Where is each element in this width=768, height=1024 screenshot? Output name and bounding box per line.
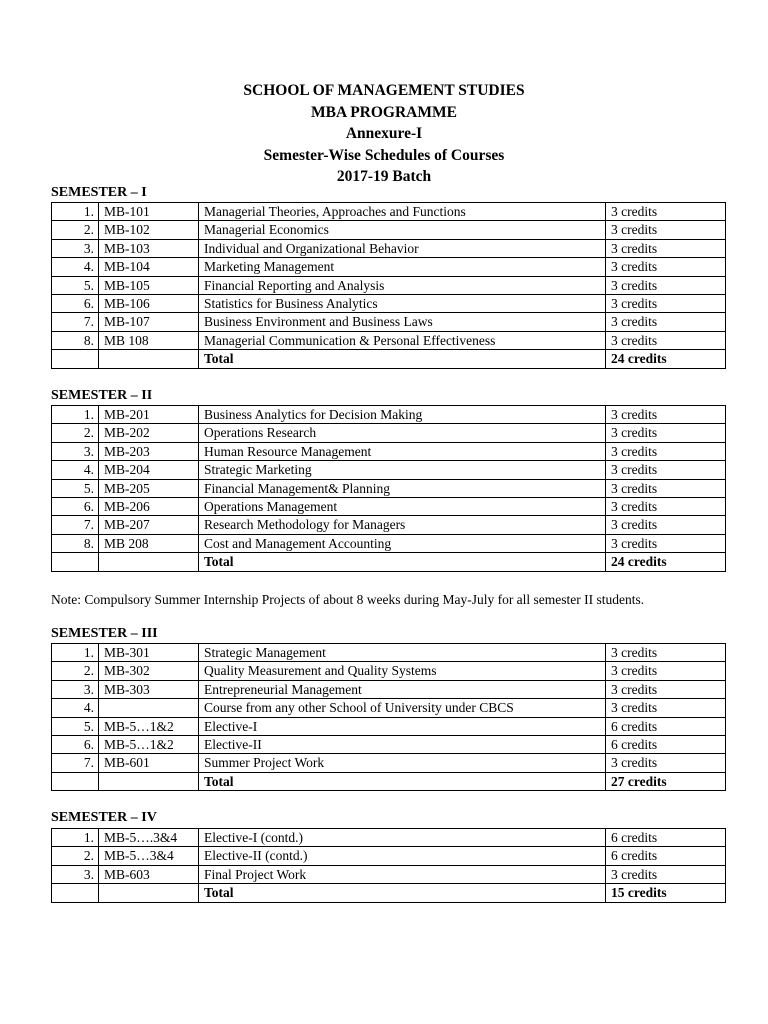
course-credits: 3 credits — [606, 497, 726, 515]
serial-number: 4. — [52, 258, 99, 276]
course-code: MB-5…1&2 — [99, 717, 199, 735]
course-code: MB-203 — [99, 442, 199, 460]
serial-number: 3. — [52, 239, 99, 257]
course-credits: 3 credits — [606, 313, 726, 331]
course-credits: 3 credits — [606, 276, 726, 294]
table-row — [52, 406, 726, 424]
serial-number: 7. — [52, 516, 99, 534]
total-credits: 24 credits — [606, 350, 726, 368]
document-header — [0, 80, 768, 188]
internship-note: Note: Compulsory Summer Internship Projects of about 8 weeks during May-July for all semester II students. — [51, 592, 645, 607]
empty-cell — [52, 772, 99, 790]
semester-1-heading: SEMESTER – I — [51, 185, 147, 200]
table-row — [52, 461, 726, 479]
serial-number: 5. — [52, 479, 99, 497]
course-credits: 3 credits — [606, 754, 726, 772]
course-code: MB-302 — [99, 662, 199, 680]
serial-number: 5. — [52, 276, 99, 294]
total-label: Total — [199, 553, 606, 571]
course-title: Operations Management — [199, 497, 606, 515]
course-title: Elective-II (contd.) — [199, 847, 606, 865]
table-row — [52, 662, 726, 680]
table-row — [52, 239, 726, 257]
table-row — [52, 754, 726, 772]
table-row — [52, 717, 726, 735]
course-credits: 3 credits — [606, 294, 726, 312]
serial-number: 5. — [52, 717, 99, 735]
course-code: MB-301 — [99, 644, 199, 662]
semester-4-heading: SEMESTER – IV — [51, 810, 157, 825]
course-credits: 3 credits — [606, 680, 726, 698]
course-code: MB-101 — [99, 203, 199, 221]
course-code: MB-207 — [99, 516, 199, 534]
serial-number: 2. — [52, 662, 99, 680]
course-credits: 3 credits — [606, 406, 726, 424]
document-title: Semester-Wise Schedules of Courses — [263, 146, 505, 164]
table-row — [52, 680, 726, 698]
course-code: MB-5…1&2 — [99, 735, 199, 753]
total-label: Total — [199, 350, 606, 368]
course-title: Cost and Management Accounting — [199, 534, 606, 552]
course-title: Strategic Management — [199, 644, 606, 662]
table-row — [52, 258, 726, 276]
course-title: Elective-I — [199, 717, 606, 735]
course-credits: 3 credits — [606, 424, 726, 442]
course-credits: 3 credits — [606, 258, 726, 276]
table-body — [52, 406, 726, 572]
course-code: MB-202 — [99, 424, 199, 442]
course-credits: 3 credits — [606, 516, 726, 534]
course-credits: 3 credits — [606, 699, 726, 717]
serial-number: 8. — [52, 534, 99, 552]
table-row — [52, 735, 726, 753]
empty-cell — [99, 350, 199, 368]
total-row — [52, 772, 726, 790]
total-label: Total — [199, 884, 606, 902]
serial-number: 3. — [52, 442, 99, 460]
table-body — [52, 203, 726, 369]
table-body — [52, 829, 726, 903]
course-credits: 3 credits — [606, 662, 726, 680]
course-credits: 3 credits — [606, 534, 726, 552]
course-credits: 3 credits — [606, 479, 726, 497]
course-title: Financial Management& Planning — [199, 479, 606, 497]
course-credits: 3 credits — [606, 644, 726, 662]
course-credits: 6 credits — [606, 735, 726, 753]
course-code: MB-303 — [99, 680, 199, 698]
table-row — [52, 424, 726, 442]
table-row — [52, 294, 726, 312]
course-credits: 3 credits — [606, 203, 726, 221]
school-name: SCHOOL OF MANAGEMENT STUDIES — [243, 82, 525, 99]
serial-number: 4. — [52, 461, 99, 479]
course-credits: 6 credits — [606, 717, 726, 735]
table-row — [52, 497, 726, 515]
course-title: Course from any other School of University under CBCS — [199, 699, 606, 717]
serial-number: 7. — [52, 313, 99, 331]
serial-number: 2. — [52, 221, 99, 239]
total-credits: 15 credits — [606, 884, 726, 902]
course-credits: 3 credits — [606, 865, 726, 883]
course-credits: 3 credits — [606, 461, 726, 479]
course-code: MB 108 — [99, 331, 199, 349]
serial-number: 1. — [52, 644, 99, 662]
course-code: MB-107 — [99, 313, 199, 331]
course-credits: 3 credits — [606, 221, 726, 239]
empty-cell — [52, 553, 99, 571]
empty-cell — [52, 350, 99, 368]
course-code: MB-204 — [99, 461, 199, 479]
total-row — [52, 884, 726, 902]
semester-1-table — [51, 202, 726, 369]
serial-number: 1. — [52, 829, 99, 847]
course-title: Statistics for Business Analytics — [199, 294, 606, 312]
table-row — [52, 699, 726, 717]
table-row — [52, 847, 726, 865]
serial-number: 3. — [52, 680, 99, 698]
serial-number: 2. — [52, 847, 99, 865]
course-title: Managerial Economics — [199, 221, 606, 239]
course-code: MB-103 — [99, 239, 199, 257]
total-credits: 24 credits — [606, 553, 726, 571]
table-row — [52, 313, 726, 331]
batch-label: 2017-19 Batch — [336, 168, 432, 185]
course-title: Human Resource Management — [199, 442, 606, 460]
course-title: Business Environment and Business Laws — [199, 313, 606, 331]
course-title: Summer Project Work — [199, 754, 606, 772]
semester-3-table — [51, 643, 726, 791]
course-credits: 3 credits — [606, 442, 726, 460]
course-code: MB-102 — [99, 221, 199, 239]
course-title: Elective-I (contd.) — [199, 829, 606, 847]
annexure-label: Annexure-I — [345, 125, 423, 142]
empty-cell — [99, 772, 199, 790]
total-row — [52, 350, 726, 368]
empty-cell — [99, 884, 199, 902]
serial-number: 6. — [52, 735, 99, 753]
total-row — [52, 553, 726, 571]
semester-2-table — [51, 405, 726, 572]
total-credits: 27 credits — [606, 772, 726, 790]
course-title: Marketing Management — [199, 258, 606, 276]
table-row — [52, 865, 726, 883]
course-credits: 6 credits — [606, 847, 726, 865]
table-row — [52, 331, 726, 349]
course-title: Final Project Work — [199, 865, 606, 883]
semester-3-heading: SEMESTER – III — [51, 626, 158, 641]
course-title: Quality Measurement and Quality Systems — [199, 662, 606, 680]
semester-2-heading: SEMESTER – II — [51, 388, 153, 403]
course-code: MB-5…3&4 — [99, 847, 199, 865]
serial-number: 4. — [52, 699, 99, 717]
table-row — [52, 829, 726, 847]
course-title: Operations Research — [199, 424, 606, 442]
course-title: Managerial Theories, Approaches and Functions — [199, 203, 606, 221]
serial-number: 8. — [52, 331, 99, 349]
empty-cell — [52, 884, 99, 902]
course-code — [99, 699, 199, 717]
serial-number: 2. — [52, 424, 99, 442]
table-row — [52, 479, 726, 497]
table-row — [52, 203, 726, 221]
course-title: Elective-II — [199, 735, 606, 753]
course-title: Financial Reporting and Analysis — [199, 276, 606, 294]
serial-number: 6. — [52, 497, 99, 515]
course-code: MB-104 — [99, 258, 199, 276]
table-body — [52, 644, 726, 791]
course-code: MB-5….3&4 — [99, 829, 199, 847]
table-row — [52, 644, 726, 662]
table-row — [52, 516, 726, 534]
course-code: MB-106 — [99, 294, 199, 312]
course-code: MB-601 — [99, 754, 199, 772]
table-row — [52, 276, 726, 294]
serial-number: 1. — [52, 406, 99, 424]
semester-4-table — [51, 828, 726, 903]
serial-number: 3. — [52, 865, 99, 883]
programme-name: MBA PROGRAMME — [311, 103, 457, 121]
course-title: Research Methodology for Managers — [199, 516, 606, 534]
serial-number: 1. — [52, 203, 99, 221]
table-row — [52, 221, 726, 239]
table-row — [52, 442, 726, 460]
course-code: MB-201 — [99, 406, 199, 424]
course-credits: 6 credits — [606, 829, 726, 847]
course-credits: 3 credits — [606, 239, 726, 257]
serial-number: 7. — [52, 754, 99, 772]
course-code: MB-105 — [99, 276, 199, 294]
table-row — [52, 534, 726, 552]
course-credits: 3 credits — [606, 331, 726, 349]
serial-number: 6. — [52, 294, 99, 312]
course-code: MB-206 — [99, 497, 199, 515]
course-code: MB-205 — [99, 479, 199, 497]
course-title: Individual and Organizational Behavior — [199, 239, 606, 257]
course-code: MB-603 — [99, 865, 199, 883]
course-title: Strategic Marketing — [199, 461, 606, 479]
course-code: MB 208 — [99, 534, 199, 552]
course-title: Managerial Communication & Personal Effectiveness — [199, 331, 606, 349]
course-title: Business Analytics for Decision Making — [199, 406, 606, 424]
empty-cell — [99, 553, 199, 571]
total-label: Total — [199, 772, 606, 790]
course-title: Entrepreneurial Management — [199, 680, 606, 698]
